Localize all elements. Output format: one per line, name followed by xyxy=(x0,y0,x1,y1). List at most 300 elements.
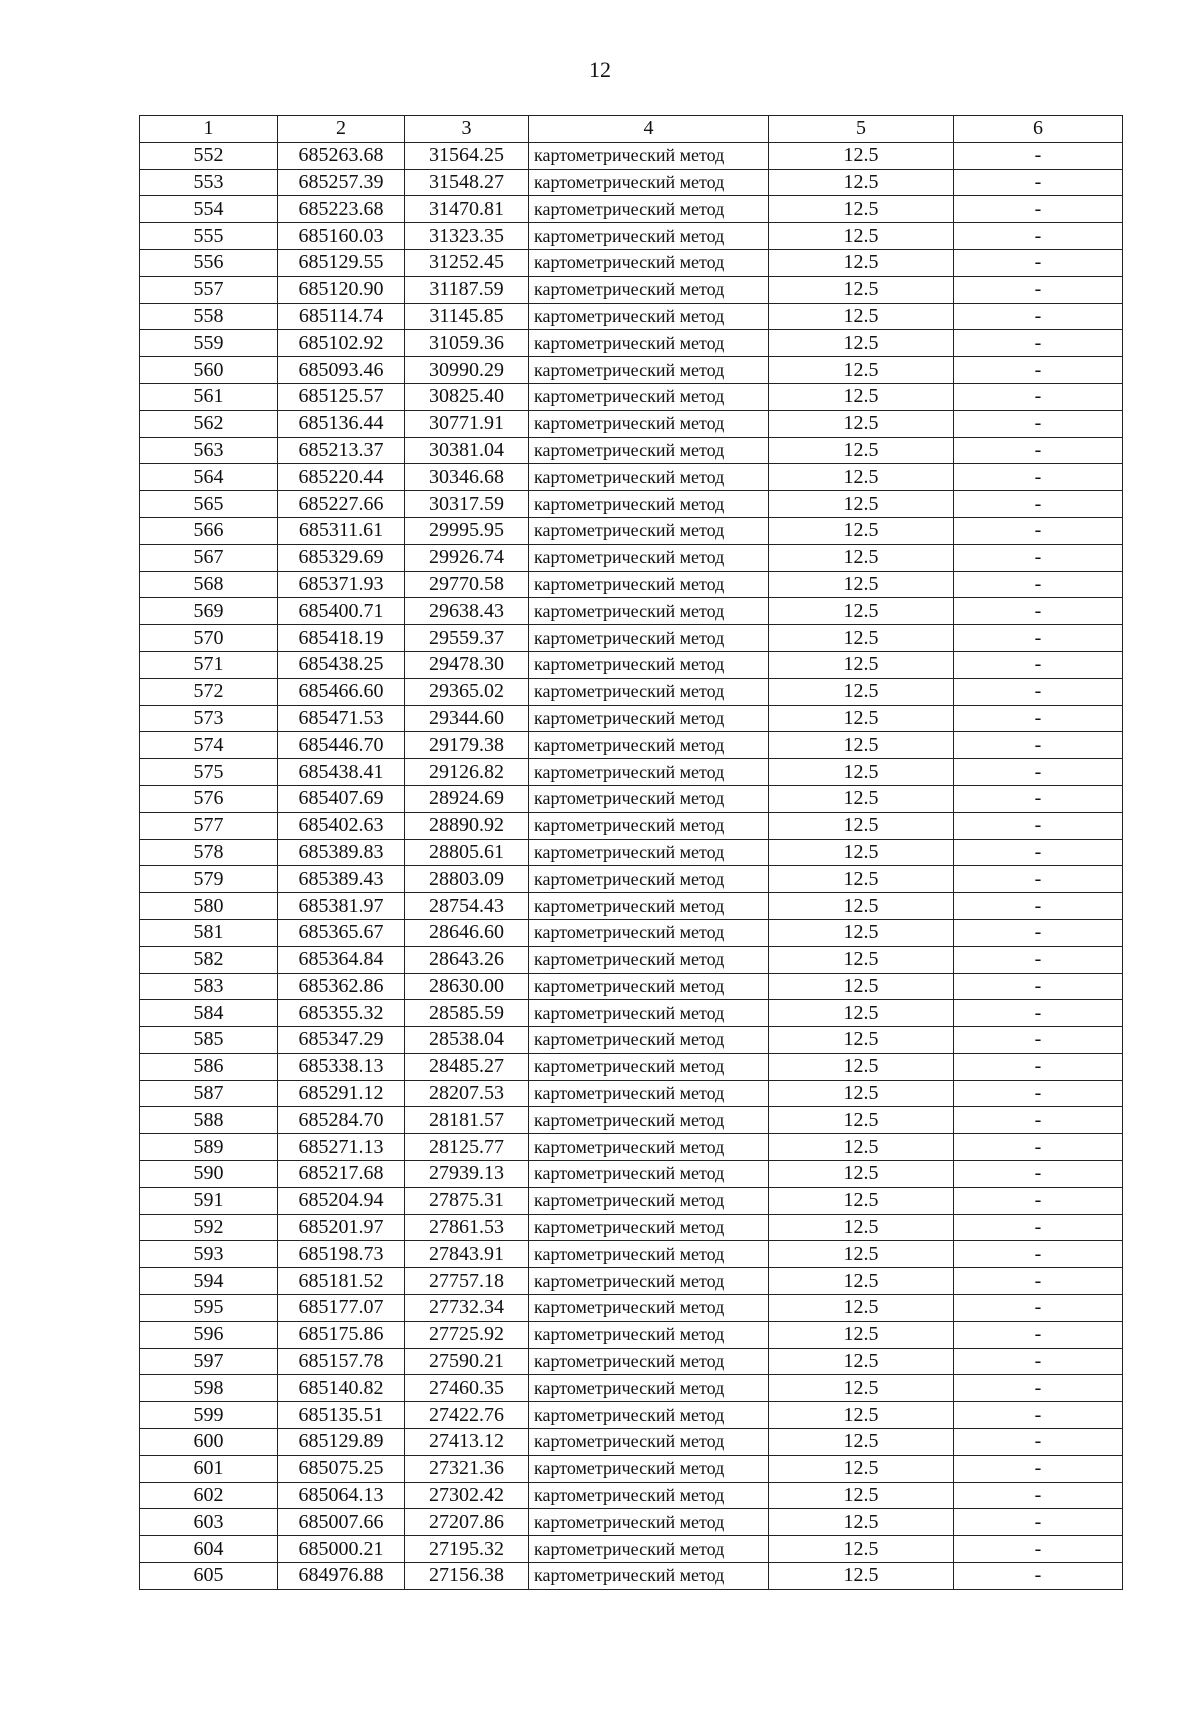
table-row xyxy=(140,571,1123,598)
x-coordinate-cell: 685389.43 xyxy=(278,866,405,893)
note-cell: - xyxy=(954,1563,1123,1590)
note-cell: - xyxy=(954,276,1123,303)
note-cell: - xyxy=(954,1429,1123,1456)
x-coordinate-cell: 685120.90 xyxy=(278,276,405,303)
method-cell: картометрический метод xyxy=(529,1348,769,1375)
x-coordinate-cell: 685227.66 xyxy=(278,491,405,518)
table-row xyxy=(140,732,1123,759)
table-row xyxy=(140,1161,1123,1188)
accuracy-cell: 12.5 xyxy=(769,705,954,732)
method-cell: картометрический метод xyxy=(529,491,769,518)
y-coordinate-cell: 28643.26 xyxy=(405,946,529,973)
method-cell: картометрический метод xyxy=(529,759,769,786)
x-coordinate-cell: 685102.92 xyxy=(278,330,405,357)
note-cell: - xyxy=(954,330,1123,357)
x-coordinate-cell: 685371.93 xyxy=(278,571,405,598)
accuracy-cell: 12.5 xyxy=(769,544,954,571)
y-coordinate-cell: 27413.12 xyxy=(405,1429,529,1456)
method-cell: картометрический метод xyxy=(529,1509,769,1536)
x-coordinate-cell: 685365.67 xyxy=(278,919,405,946)
table-row xyxy=(140,303,1123,330)
method-cell: картометрический метод xyxy=(529,383,769,410)
accuracy-cell: 12.5 xyxy=(769,1187,954,1214)
y-coordinate-cell: 27875.31 xyxy=(405,1187,529,1214)
note-cell: - xyxy=(954,1295,1123,1322)
table-row xyxy=(140,357,1123,384)
table-row xyxy=(140,1241,1123,1268)
point-number-cell: 586 xyxy=(140,1053,278,1080)
table-row xyxy=(140,1429,1123,1456)
accuracy-cell: 12.5 xyxy=(769,732,954,759)
accuracy-cell: 12.5 xyxy=(769,946,954,973)
accuracy-cell: 12.5 xyxy=(769,1161,954,1188)
y-coordinate-cell: 27939.13 xyxy=(405,1161,529,1188)
y-coordinate-cell: 30771.91 xyxy=(405,410,529,437)
y-coordinate-cell: 29179.38 xyxy=(405,732,529,759)
x-coordinate-cell: 685271.13 xyxy=(278,1134,405,1161)
accuracy-cell: 12.5 xyxy=(769,464,954,491)
point-number-cell: 556 xyxy=(140,249,278,276)
column-header: 6 xyxy=(954,116,1123,143)
point-number-cell: 568 xyxy=(140,571,278,598)
x-coordinate-cell: 685136.44 xyxy=(278,410,405,437)
y-coordinate-cell: 31059.36 xyxy=(405,330,529,357)
y-coordinate-cell: 27861.53 xyxy=(405,1214,529,1241)
accuracy-cell: 12.5 xyxy=(769,1563,954,1590)
point-number-cell: 575 xyxy=(140,759,278,786)
y-coordinate-cell: 28181.57 xyxy=(405,1107,529,1134)
accuracy-cell: 12.5 xyxy=(769,1402,954,1429)
accuracy-cell: 12.5 xyxy=(769,812,954,839)
accuracy-cell: 12.5 xyxy=(769,866,954,893)
point-number-cell: 554 xyxy=(140,196,278,223)
x-coordinate-cell: 685000.21 xyxy=(278,1536,405,1563)
method-cell: картометрический метод xyxy=(529,330,769,357)
table-row xyxy=(140,705,1123,732)
point-number-cell: 589 xyxy=(140,1134,278,1161)
method-cell: картометрический метод xyxy=(529,1536,769,1563)
method-cell: картометрический метод xyxy=(529,1402,769,1429)
note-cell: - xyxy=(954,785,1123,812)
table-row xyxy=(140,491,1123,518)
method-cell: картометрический метод xyxy=(529,1080,769,1107)
point-number-cell: 562 xyxy=(140,410,278,437)
x-coordinate-cell: 685438.25 xyxy=(278,651,405,678)
x-coordinate-cell: 685338.13 xyxy=(278,1053,405,1080)
x-coordinate-cell: 685402.63 xyxy=(278,812,405,839)
accuracy-cell: 12.5 xyxy=(769,759,954,786)
method-cell: картометрический метод xyxy=(529,1000,769,1027)
x-coordinate-cell: 685418.19 xyxy=(278,625,405,652)
accuracy-cell: 12.5 xyxy=(769,1348,954,1375)
point-number-cell: 564 xyxy=(140,464,278,491)
accuracy-cell: 12.5 xyxy=(769,1134,954,1161)
point-number-cell: 592 xyxy=(140,1214,278,1241)
method-cell: картометрический метод xyxy=(529,1027,769,1054)
note-cell: - xyxy=(954,1455,1123,1482)
note-cell: - xyxy=(954,1053,1123,1080)
table-row xyxy=(140,946,1123,973)
accuracy-cell: 12.5 xyxy=(769,1375,954,1402)
y-coordinate-cell: 29995.95 xyxy=(405,517,529,544)
accuracy-cell: 12.5 xyxy=(769,1027,954,1054)
method-cell: картометрический метод xyxy=(529,1455,769,1482)
accuracy-cell: 12.5 xyxy=(769,1295,954,1322)
accuracy-cell: 12.5 xyxy=(769,383,954,410)
point-number-cell: 567 xyxy=(140,544,278,571)
method-cell: картометрический метод xyxy=(529,142,769,169)
x-coordinate-cell: 685438.41 xyxy=(278,759,405,786)
note-cell: - xyxy=(954,1482,1123,1509)
point-number-cell: 596 xyxy=(140,1321,278,1348)
column-header: 3 xyxy=(405,116,529,143)
table-row xyxy=(140,223,1123,250)
accuracy-cell: 12.5 xyxy=(769,223,954,250)
column-header: 2 xyxy=(278,116,405,143)
note-cell: - xyxy=(954,249,1123,276)
method-cell: картометрический метод xyxy=(529,1321,769,1348)
note-cell: - xyxy=(954,491,1123,518)
method-cell: картометрический метод xyxy=(529,705,769,732)
method-cell: картометрический метод xyxy=(529,249,769,276)
point-number-cell: 576 xyxy=(140,785,278,812)
x-coordinate-cell: 685471.53 xyxy=(278,705,405,732)
y-coordinate-cell: 28805.61 xyxy=(405,839,529,866)
note-cell: - xyxy=(954,1509,1123,1536)
point-number-cell: 571 xyxy=(140,651,278,678)
x-coordinate-cell: 685217.68 xyxy=(278,1161,405,1188)
x-coordinate-cell: 685381.97 xyxy=(278,893,405,920)
note-cell: - xyxy=(954,812,1123,839)
note-cell: - xyxy=(954,1214,1123,1241)
note-cell: - xyxy=(954,571,1123,598)
x-coordinate-cell: 685007.66 xyxy=(278,1509,405,1536)
point-number-cell: 578 xyxy=(140,839,278,866)
method-cell: картометрический метод xyxy=(529,437,769,464)
note-cell: - xyxy=(954,223,1123,250)
note-cell: - xyxy=(954,383,1123,410)
table-row xyxy=(140,1187,1123,1214)
y-coordinate-cell: 29926.74 xyxy=(405,544,529,571)
accuracy-cell: 12.5 xyxy=(769,1536,954,1563)
point-number-cell: 584 xyxy=(140,1000,278,1027)
accuracy-cell: 12.5 xyxy=(769,410,954,437)
x-coordinate-cell: 685160.03 xyxy=(278,223,405,250)
accuracy-cell: 12.5 xyxy=(769,625,954,652)
x-coordinate-cell: 685175.86 xyxy=(278,1321,405,1348)
accuracy-cell: 12.5 xyxy=(769,598,954,625)
table-row xyxy=(140,1509,1123,1536)
point-number-cell: 581 xyxy=(140,919,278,946)
x-coordinate-cell: 685291.12 xyxy=(278,1080,405,1107)
x-coordinate-cell: 685177.07 xyxy=(278,1295,405,1322)
table-row xyxy=(140,1321,1123,1348)
table-row xyxy=(140,437,1123,464)
accuracy-cell: 12.5 xyxy=(769,142,954,169)
table-row xyxy=(140,1402,1123,1429)
accuracy-cell: 12.5 xyxy=(769,1214,954,1241)
point-number-cell: 572 xyxy=(140,678,278,705)
table-row xyxy=(140,1053,1123,1080)
method-cell: картометрический метод xyxy=(529,464,769,491)
note-cell: - xyxy=(954,1027,1123,1054)
note-cell: - xyxy=(954,464,1123,491)
y-coordinate-cell: 27156.38 xyxy=(405,1563,529,1590)
accuracy-cell: 12.5 xyxy=(769,1000,954,1027)
x-coordinate-cell: 685075.25 xyxy=(278,1455,405,1482)
accuracy-cell: 12.5 xyxy=(769,1053,954,1080)
y-coordinate-cell: 30346.68 xyxy=(405,464,529,491)
y-coordinate-cell: 27725.92 xyxy=(405,1321,529,1348)
method-cell: картометрический метод xyxy=(529,866,769,893)
note-cell: - xyxy=(954,678,1123,705)
y-coordinate-cell: 30381.04 xyxy=(405,437,529,464)
point-number-cell: 577 xyxy=(140,812,278,839)
accuracy-cell: 12.5 xyxy=(769,249,954,276)
point-number-cell: 563 xyxy=(140,437,278,464)
point-number-cell: 579 xyxy=(140,866,278,893)
note-cell: - xyxy=(954,651,1123,678)
note-cell: - xyxy=(954,759,1123,786)
table-row xyxy=(140,678,1123,705)
y-coordinate-cell: 28754.43 xyxy=(405,893,529,920)
x-coordinate-cell: 685263.68 xyxy=(278,142,405,169)
x-coordinate-cell: 684976.88 xyxy=(278,1563,405,1590)
note-cell: - xyxy=(954,517,1123,544)
method-cell: картометрический метод xyxy=(529,517,769,544)
x-coordinate-cell: 685157.78 xyxy=(278,1348,405,1375)
note-cell: - xyxy=(954,946,1123,973)
y-coordinate-cell: 29478.30 xyxy=(405,651,529,678)
accuracy-cell: 12.5 xyxy=(769,919,954,946)
y-coordinate-cell: 27321.36 xyxy=(405,1455,529,1482)
point-number-cell: 570 xyxy=(140,625,278,652)
method-cell: картометрический метод xyxy=(529,571,769,598)
column-header: 4 xyxy=(529,116,769,143)
accuracy-cell: 12.5 xyxy=(769,517,954,544)
point-number-cell: 566 xyxy=(140,517,278,544)
note-cell: - xyxy=(954,357,1123,384)
note-cell: - xyxy=(954,705,1123,732)
point-number-cell: 561 xyxy=(140,383,278,410)
accuracy-cell: 12.5 xyxy=(769,1429,954,1456)
y-coordinate-cell: 31187.59 xyxy=(405,276,529,303)
accuracy-cell: 12.5 xyxy=(769,1482,954,1509)
table-row xyxy=(140,919,1123,946)
point-number-cell: 574 xyxy=(140,732,278,759)
x-coordinate-cell: 685446.70 xyxy=(278,732,405,759)
note-cell: - xyxy=(954,893,1123,920)
point-number-cell: 597 xyxy=(140,1348,278,1375)
table-row xyxy=(140,1107,1123,1134)
accuracy-cell: 12.5 xyxy=(769,169,954,196)
x-coordinate-cell: 685201.97 xyxy=(278,1214,405,1241)
x-coordinate-cell: 685284.70 xyxy=(278,1107,405,1134)
method-cell: картометрический метод xyxy=(529,1214,769,1241)
table-row xyxy=(140,1375,1123,1402)
table-row xyxy=(140,973,1123,1000)
method-cell: картометрический метод xyxy=(529,1563,769,1590)
note-cell: - xyxy=(954,1134,1123,1161)
method-cell: картометрический метод xyxy=(529,1241,769,1268)
coordinates-table xyxy=(139,115,1123,1590)
point-number-cell: 557 xyxy=(140,276,278,303)
method-cell: картометрический метод xyxy=(529,678,769,705)
accuracy-cell: 12.5 xyxy=(769,1321,954,1348)
point-number-cell: 560 xyxy=(140,357,278,384)
note-cell: - xyxy=(954,1402,1123,1429)
y-coordinate-cell: 30990.29 xyxy=(405,357,529,384)
accuracy-cell: 12.5 xyxy=(769,1107,954,1134)
table-row xyxy=(140,625,1123,652)
method-cell: картометрический метод xyxy=(529,893,769,920)
method-cell: картометрический метод xyxy=(529,1187,769,1214)
x-coordinate-cell: 685364.84 xyxy=(278,946,405,973)
y-coordinate-cell: 29365.02 xyxy=(405,678,529,705)
x-coordinate-cell: 685204.94 xyxy=(278,1187,405,1214)
point-number-cell: 598 xyxy=(140,1375,278,1402)
method-cell: картометрический метод xyxy=(529,169,769,196)
x-coordinate-cell: 685140.82 xyxy=(278,1375,405,1402)
y-coordinate-cell: 28485.27 xyxy=(405,1053,529,1080)
x-coordinate-cell: 685135.51 xyxy=(278,1402,405,1429)
note-cell: - xyxy=(954,625,1123,652)
note-cell: - xyxy=(954,169,1123,196)
method-cell: картометрический метод xyxy=(529,357,769,384)
table-body xyxy=(140,142,1123,1589)
point-number-cell: 583 xyxy=(140,973,278,1000)
table-row xyxy=(140,1080,1123,1107)
x-coordinate-cell: 685213.37 xyxy=(278,437,405,464)
note-cell: - xyxy=(954,142,1123,169)
table-row xyxy=(140,1027,1123,1054)
table-row xyxy=(140,893,1123,920)
note-cell: - xyxy=(954,1321,1123,1348)
point-number-cell: 585 xyxy=(140,1027,278,1054)
point-number-cell: 587 xyxy=(140,1080,278,1107)
x-coordinate-cell: 685407.69 xyxy=(278,785,405,812)
method-cell: картометрический метод xyxy=(529,544,769,571)
y-coordinate-cell: 31564.25 xyxy=(405,142,529,169)
x-coordinate-cell: 685093.46 xyxy=(278,357,405,384)
table-row xyxy=(140,759,1123,786)
y-coordinate-cell: 28803.09 xyxy=(405,866,529,893)
table-row xyxy=(140,1134,1123,1161)
table-row xyxy=(140,1536,1123,1563)
accuracy-cell: 12.5 xyxy=(769,196,954,223)
method-cell: картометрический метод xyxy=(529,651,769,678)
point-number-cell: 594 xyxy=(140,1268,278,1295)
x-coordinate-cell: 685389.83 xyxy=(278,839,405,866)
table-row xyxy=(140,383,1123,410)
x-coordinate-cell: 685311.61 xyxy=(278,517,405,544)
method-cell: картометрический метод xyxy=(529,1107,769,1134)
table-row xyxy=(140,249,1123,276)
x-coordinate-cell: 685114.74 xyxy=(278,303,405,330)
note-cell: - xyxy=(954,1348,1123,1375)
y-coordinate-cell: 28125.77 xyxy=(405,1134,529,1161)
accuracy-cell: 12.5 xyxy=(769,1080,954,1107)
x-coordinate-cell: 685125.57 xyxy=(278,383,405,410)
y-coordinate-cell: 31323.35 xyxy=(405,223,529,250)
note-cell: - xyxy=(954,410,1123,437)
note-cell: - xyxy=(954,1268,1123,1295)
note-cell: - xyxy=(954,196,1123,223)
table-row xyxy=(140,812,1123,839)
y-coordinate-cell: 29638.43 xyxy=(405,598,529,625)
note-cell: - xyxy=(954,1080,1123,1107)
y-coordinate-cell: 28924.69 xyxy=(405,785,529,812)
y-coordinate-cell: 29126.82 xyxy=(405,759,529,786)
x-coordinate-cell: 685400.71 xyxy=(278,598,405,625)
method-cell: картометрический метод xyxy=(529,276,769,303)
table-row xyxy=(140,196,1123,223)
accuracy-cell: 12.5 xyxy=(769,437,954,464)
accuracy-cell: 12.5 xyxy=(769,330,954,357)
accuracy-cell: 12.5 xyxy=(769,276,954,303)
y-coordinate-cell: 27302.42 xyxy=(405,1482,529,1509)
accuracy-cell: 12.5 xyxy=(769,651,954,678)
y-coordinate-cell: 27207.86 xyxy=(405,1509,529,1536)
accuracy-cell: 12.5 xyxy=(769,1241,954,1268)
method-cell: картометрический метод xyxy=(529,1295,769,1322)
method-cell: картометрический метод xyxy=(529,1053,769,1080)
method-cell: картометрический метод xyxy=(529,946,769,973)
point-number-cell: 588 xyxy=(140,1107,278,1134)
table-row xyxy=(140,839,1123,866)
accuracy-cell: 12.5 xyxy=(769,893,954,920)
table-row xyxy=(140,1295,1123,1322)
table-row xyxy=(140,1482,1123,1509)
method-cell: картометрический метод xyxy=(529,1482,769,1509)
y-coordinate-cell: 27732.34 xyxy=(405,1295,529,1322)
method-cell: картометрический метод xyxy=(529,625,769,652)
y-coordinate-cell: 27422.76 xyxy=(405,1402,529,1429)
point-number-cell: 580 xyxy=(140,893,278,920)
point-number-cell: 553 xyxy=(140,169,278,196)
y-coordinate-cell: 28207.53 xyxy=(405,1080,529,1107)
accuracy-cell: 12.5 xyxy=(769,491,954,518)
method-cell: картометрический метод xyxy=(529,1268,769,1295)
column-header: 1 xyxy=(140,116,278,143)
accuracy-cell: 12.5 xyxy=(769,839,954,866)
x-coordinate-cell: 685223.68 xyxy=(278,196,405,223)
note-cell: - xyxy=(954,1107,1123,1134)
y-coordinate-cell: 27195.32 xyxy=(405,1536,529,1563)
method-cell: картометрический метод xyxy=(529,919,769,946)
accuracy-cell: 12.5 xyxy=(769,1268,954,1295)
method-cell: картометрический метод xyxy=(529,812,769,839)
accuracy-cell: 12.5 xyxy=(769,303,954,330)
point-number-cell: 604 xyxy=(140,1536,278,1563)
method-cell: картометрический метод xyxy=(529,1134,769,1161)
y-coordinate-cell: 29344.60 xyxy=(405,705,529,732)
x-coordinate-cell: 685355.32 xyxy=(278,1000,405,1027)
table-row xyxy=(140,142,1123,169)
point-number-cell: 582 xyxy=(140,946,278,973)
point-number-cell: 559 xyxy=(140,330,278,357)
table-row xyxy=(140,330,1123,357)
note-cell: - xyxy=(954,303,1123,330)
point-number-cell: 599 xyxy=(140,1402,278,1429)
column-header: 5 xyxy=(769,116,954,143)
y-coordinate-cell: 27757.18 xyxy=(405,1268,529,1295)
method-cell: картометрический метод xyxy=(529,598,769,625)
y-coordinate-cell: 31252.45 xyxy=(405,249,529,276)
note-cell: - xyxy=(954,1375,1123,1402)
x-coordinate-cell: 685181.52 xyxy=(278,1268,405,1295)
method-cell: картометрический метод xyxy=(529,303,769,330)
